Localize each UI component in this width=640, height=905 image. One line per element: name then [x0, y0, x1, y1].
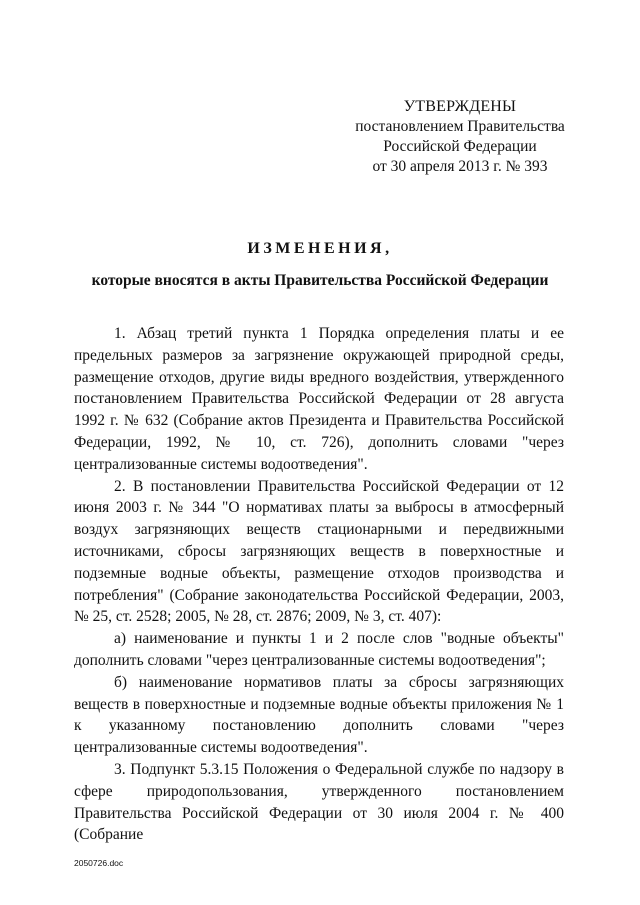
- document-title: ИЗМЕНЕНИЯ,: [247, 240, 393, 257]
- paragraph-2b: б) наименование нормативов платы за сбросы загрязняющих веществ в поверхностные и подземные водные объекты приложения № 1 к указанному постановлению дополнить словами "через централизованные системы водоотведения".: [74, 673, 564, 757]
- paragraph-2a: а) наименование и пункты 1 и 2 после слов "водные объекты" дополнить словами "через централизованные системы водоотведения";: [74, 630, 564, 669]
- approval-line: Российской Федерации: [383, 138, 537, 155]
- paragraph-1: 1. Абзац третий пункта 1 Порядка определения платы и ее предельных размеров за загрязнение окружающей природной среды, размещение отходов, другие виды вредного воздействия, утвержденного постановлением Правительства Российской Федерации от 28 августа 1992 г. № 632 (Собрание актов Президента и Правительства Российской Федерации, 1992, № 10, ст. 726), дополнить словами "через централизованные системы водоотведения".: [74, 325, 564, 473]
- file-name-footer: 2050726.doc: [74, 858, 124, 868]
- approval-stamp: [340, 97, 580, 177]
- paragraph-2: 2. В постановлении Правительства Российской Федерации от 12 июня 2003 г. № 344 "О нормативах платы за выбросы в атмосферный воздух загрязняющих веществ стационарными и передвижными источниками, сбросы загрязняющих веществ в поверхностные и подземные водные объекты, размещение отходов производства и потребления" (Собрание законодательства Российской Федерации, 2003, № 25, ст. 2528; 2005, № 28, ст. 2876; 2009, № 3, ст. 407):: [74, 477, 564, 626]
- paragraph-3: 3. Подпункт 5.3.15 Положения о Федеральной службе по надзору в сфере природопользования, утвержденного постановлением Правительства Российской Федерации от 30 июля 2004 г. № 400 (Собрание: [74, 760, 564, 844]
- approval-line: постановлением Правительства: [355, 118, 565, 135]
- approval-heading: УТВЕРЖДЕНЫ: [403, 98, 517, 115]
- document-subtitle: которые вносятся в акты Правительства Российской Федерации: [91, 272, 549, 289]
- approval-date-line: от 30 апреля 2013 г. № 393: [372, 158, 548, 175]
- document-body: [74, 323, 564, 846]
